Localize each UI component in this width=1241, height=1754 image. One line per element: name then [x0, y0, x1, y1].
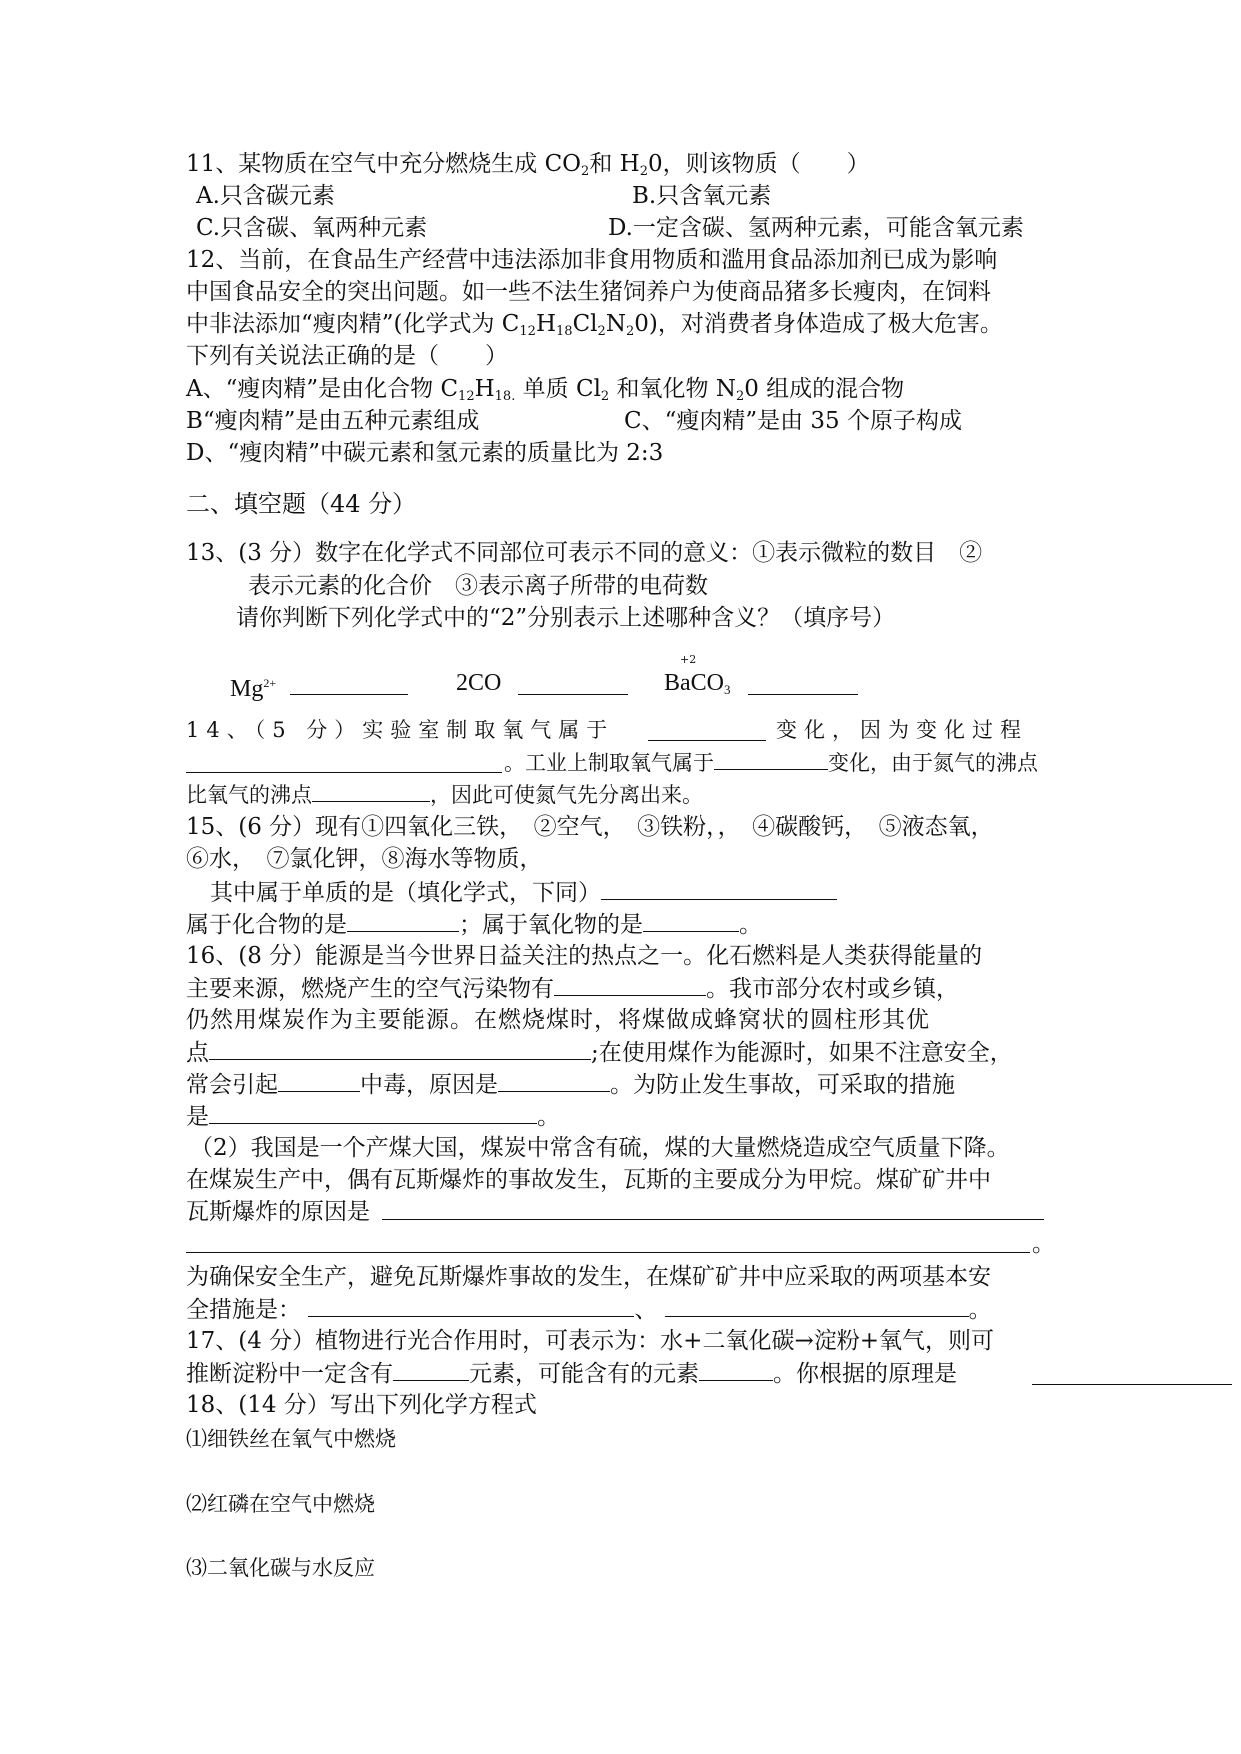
- q17-blank-elements[interactable]: [393, 1358, 469, 1381]
- formula-mg: $Mg^{2+}$: [230, 676, 277, 702]
- q16-line-5: 常会引起 中毒，原因是 。为防止发生事故，可采取的措施: [186, 1069, 955, 1100]
- q15-blank-oxide[interactable]: [643, 909, 739, 932]
- q16-line-12: 全措施是： 、 。: [186, 1294, 992, 1325]
- q17-line-1: 17、(4 分）植物进行光合作用时，可表示为：水+二氧化碳→淀粉+氧气，则可: [186, 1328, 994, 1354]
- q17-line-2: 推断淀粉中一定含有 元素，可能含有的元素 。你根据的原理是: [186, 1358, 957, 1389]
- q16-blank-explosion-reason-cont[interactable]: [186, 1252, 1030, 1253]
- q15-blank-compound[interactable]: [347, 909, 459, 932]
- q12-line-3: 中非法添加“瘦肉精”(化学式为 $C_{12}H_{18}Cl_2N_20$)，对消费者身体造成了极大危害。: [186, 311, 1003, 339]
- q18-item-2: ⑵红磷在空气中燃烧: [186, 1492, 375, 1516]
- q16-blank-reason[interactable]: [498, 1069, 610, 1092]
- q14-blank-2[interactable]: [186, 750, 502, 773]
- answer-blank-2co[interactable]: [518, 672, 628, 695]
- q16-period: 。: [1032, 1231, 1055, 1257]
- q16-line-11: 为确保安全生产，避免瓦斯爆炸事故的发生，在煤矿矿井中应采取的两项基本安: [186, 1264, 991, 1290]
- q14-blank-1[interactable]: [648, 718, 766, 741]
- q11-option-b: B.只含氧元素: [632, 183, 772, 209]
- q15-line-2: ⑥水， ⑦氯化钾，⑧海水等物质，: [186, 846, 543, 872]
- formula-2co: 2CO: [456, 670, 502, 696]
- q16-line-8: 在煤炭生产中，偶有瓦斯爆炸的事故发生，瓦斯的主要成分为甲烷。煤矿矿井中: [186, 1167, 991, 1193]
- q14-blank-4[interactable]: [312, 779, 430, 802]
- q18-line-1: 18、(14 分）写出下列化学方程式: [186, 1392, 537, 1418]
- q16-blank-advantage[interactable]: [209, 1037, 591, 1060]
- q12-line-2: 中国食品安全的突出问题。如一些不法生猪饲养户为使商品猪多长瘦肉，在饲料: [186, 279, 991, 305]
- q17-blank-principle[interactable]: [1032, 1362, 1232, 1385]
- q12-line-1: 12、当前，在食品生产经营中违法添加非食用物质和滥用食品添加剂已成为影响: [186, 247, 998, 273]
- q14-line-1-a: 14、（5 分）实验室制取氧气属于: [186, 718, 615, 742]
- answer-blank-baco3[interactable]: [748, 672, 858, 695]
- q15-line-1: 15、(6 分）现有①四氧化三铁， ②空气， ③铁粉，， ④碳酸钙， ⑤液态氧，: [186, 814, 994, 840]
- q12-line-4: 下列有关说法正确的是（ ）: [186, 343, 508, 369]
- q11-stem: 11、某物质在空气中充分燃烧生成 $CO_2$和 $H_20$，则该物质（ ）: [186, 151, 870, 179]
- q13-line-3: 请你判断下列化学式中的“2”分别表示上述哪种含义？（填序号）: [236, 605, 896, 631]
- q12-option-a: A、“瘦肉精”是由化合物 $C_{12}H_{18.}$ 单质 $Cl_2$ 和氧化物 $N_20$ 组成的混合物: [186, 376, 905, 404]
- q16-line-2: 主要来源，燃烧产生的空气污染物有 。我市部分农村或乡镇，: [186, 973, 959, 1004]
- q16-blank-pollutants[interactable]: [554, 973, 706, 996]
- q16-line-7: （2）我国是一个产煤大国，煤炭中常含有硫，煤的大量燃烧造成空气质量下降。: [190, 1135, 1010, 1161]
- q16-line-4: 点 ;在使用煤作为能源时，如果不注意安全，: [186, 1037, 1013, 1068]
- q17-blank-possible[interactable]: [699, 1358, 773, 1381]
- q16-line-6: 是 。: [186, 1101, 560, 1132]
- q12-option-d: D、“瘦肉精”中碳元素和氢元素的质量比为 2:3: [186, 440, 664, 466]
- q16-line-3: 仍然用煤炭作为主要能源。在燃烧煤时，将煤做成蜂窝状的圆柱形其优: [186, 1007, 930, 1033]
- q16-line-1: 16、(8 分）能源是当今世界日益关注的热点之一。化石燃料是人类获得能量的: [186, 943, 983, 969]
- q12-option-b: B“瘦肉精”是由五种元素组成: [186, 408, 480, 434]
- q15-line-3: 其中属于单质的是（填化学式，下同）: [210, 877, 837, 908]
- q18-item-1: ⑴细铁丝在氧气中燃烧: [186, 1427, 396, 1451]
- q11-option-d: D.一定含碳、氢两种元素，可能含氧元素: [608, 215, 1024, 241]
- q11-option-c: C.只含碳、氧两种元素: [196, 215, 428, 241]
- q16-blank-safety-1[interactable]: [308, 1294, 634, 1317]
- q16-blank-explosion-reason[interactable]: [382, 1219, 1044, 1220]
- q12-option-c: C、“瘦肉精”是由 35 个原子构成: [624, 408, 963, 434]
- q14-line-3: 比氧气的沸点 ，因此可使氮气先分离出来。: [186, 779, 703, 810]
- q14-line-2: 。工业上制取氧气属于 变化，由于氮气的沸点: [504, 747, 1038, 778]
- valence-mark: +2: [680, 653, 697, 666]
- q15-line-4: 属于化合物的是 ；属于氧化物的是 。: [186, 909, 762, 940]
- q16-blank-poison[interactable]: [278, 1069, 360, 1092]
- answer-blank-mg[interactable]: [290, 672, 408, 695]
- formula-baco3: BaCO$_3$: [664, 670, 731, 697]
- q16-blank-safety-2[interactable]: [665, 1294, 969, 1317]
- section-heading: 二、填空题（44 分）: [186, 490, 417, 518]
- q16-blank-measures[interactable]: [209, 1101, 537, 1124]
- q15-blank-element[interactable]: [601, 877, 837, 900]
- q13-line-2: 表示元素的化合价 ③表示离子所带的电荷数: [248, 573, 708, 599]
- q18-item-3: ⑶二氧化碳与水反应: [186, 1556, 375, 1580]
- q14-blank-3[interactable]: [714, 747, 828, 770]
- q11-option-a: A.只含碳元素: [196, 183, 335, 209]
- q16-line-9: 瓦斯爆炸的原因是: [186, 1199, 370, 1225]
- q13-line-1: 13、(3 分）数字在化学式不同部位可表示不同的意义：①表示微粒的数目 ②: [186, 540, 983, 566]
- q14-line-1-b: 变化，因为变化过程: [776, 718, 1028, 742]
